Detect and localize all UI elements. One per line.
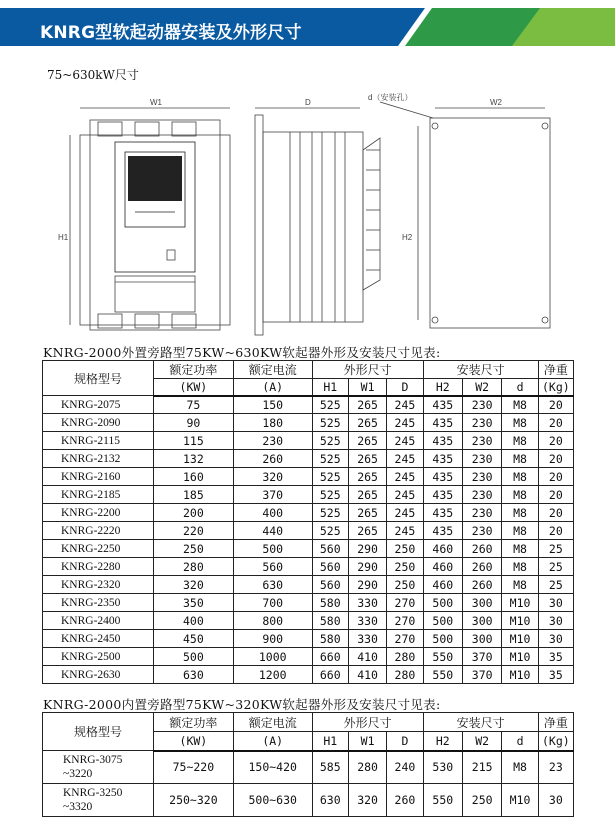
cell-dd: M8	[502, 751, 538, 784]
cell-w1: 290	[348, 540, 386, 558]
dimension-subtitle: 75~630kW尺寸	[47, 68, 139, 82]
cell-current: 800	[233, 612, 312, 630]
cell-w2: 370	[462, 648, 501, 666]
cell-h1: 525	[312, 414, 348, 432]
table-row	[43, 450, 574, 468]
cell-w2: 300	[462, 612, 501, 630]
cell-h2: 550	[423, 666, 462, 684]
cell-h2: 435	[423, 432, 462, 450]
cell-w1: 330	[348, 612, 386, 630]
cell-h2: 530	[423, 751, 462, 784]
cell-weight: 25	[538, 558, 573, 576]
cell-w2: 300	[462, 594, 501, 612]
cell-model: KNRG-2160	[43, 468, 154, 486]
cell-current: 1000	[233, 648, 312, 666]
cell-model: KNRG-2630	[43, 666, 154, 684]
cell-power: 75	[153, 396, 233, 414]
cell-h2: 435	[423, 504, 462, 522]
table-row	[43, 432, 574, 450]
col-power-unit: (KW)	[153, 732, 233, 751]
cell-power: 185	[153, 486, 233, 504]
cell-model: KNRG-2220	[43, 522, 154, 540]
col-weight: 净重	[538, 361, 573, 379]
col-weight-unit: (Kg)	[538, 732, 573, 751]
cell-current: 400	[233, 504, 312, 522]
cell-weight: 30	[538, 612, 573, 630]
cell-dd: M10	[502, 648, 538, 666]
cell-w2: 260	[462, 558, 501, 576]
cell-model-line1: KNRG-3250	[63, 787, 123, 799]
cell-model: KNRG-2320	[43, 576, 154, 594]
cell-power: 280	[153, 558, 233, 576]
col-w2: W2	[462, 379, 501, 396]
cell-w1: 265	[348, 486, 386, 504]
col-model: 规格型号	[43, 713, 154, 751]
cell-weight: 30	[538, 630, 573, 648]
col-dd: d	[502, 379, 538, 396]
cell-w1: 265	[348, 414, 386, 432]
cell-weight: 35	[538, 666, 573, 684]
cell-power: 160	[153, 468, 233, 486]
cell-w1: 280	[348, 751, 386, 784]
cell-weight: 20	[538, 504, 573, 522]
table-row	[43, 504, 574, 522]
cell-power: 200	[153, 504, 233, 522]
cell-current: 180	[233, 414, 312, 432]
table-internal-bypass	[42, 712, 574, 817]
cell-w2: 230	[462, 504, 501, 522]
cell-h2: 550	[423, 648, 462, 666]
cell-w1: 330	[348, 630, 386, 648]
cell-dd: M10	[502, 630, 538, 648]
cell-w2: 300	[462, 630, 501, 648]
cell-power: 400	[153, 612, 233, 630]
cell-dd: M10	[502, 784, 538, 817]
cell-h2: 435	[423, 522, 462, 540]
col-weight-unit: (Kg)	[538, 379, 573, 396]
cell-model: KNRG-2115	[43, 432, 154, 450]
cell-h1: 560	[312, 540, 348, 558]
cell-weight: 30	[538, 594, 573, 612]
cell-h1: 580	[312, 594, 348, 612]
cell-weight: 20	[538, 432, 573, 450]
cell-current: 230	[233, 432, 312, 450]
cell-d: 245	[387, 504, 423, 522]
cell-model: KNRG-2280	[43, 558, 154, 576]
cell-model: KNRG-2250	[43, 540, 154, 558]
cell-current: 370	[233, 486, 312, 504]
table-row	[43, 594, 574, 612]
cell-h1: 525	[312, 486, 348, 504]
cell-w2: 230	[462, 414, 501, 432]
cell-d: 270	[387, 630, 423, 648]
cell-model-line2: ~3320	[63, 801, 93, 813]
cell-current: 500	[233, 540, 312, 558]
cell-power: 132	[153, 450, 233, 468]
table-row	[43, 666, 574, 684]
cell-model-line1: KNRG-3075	[63, 754, 123, 766]
cell-weight: 20	[538, 486, 573, 504]
cell-h1: 580	[312, 630, 348, 648]
front-view	[58, 98, 230, 330]
table-row	[43, 612, 574, 630]
cell-h1: 585	[312, 751, 348, 784]
table-row	[43, 522, 574, 540]
cell-h2: 435	[423, 396, 462, 414]
cell-model: KNRG-2400	[43, 612, 154, 630]
cell-weight: 20	[538, 414, 573, 432]
cell-h2: 435	[423, 468, 462, 486]
col-power: 额定功率	[153, 361, 233, 379]
cell-h2: 435	[423, 414, 462, 432]
cell-w2: 230	[462, 522, 501, 540]
table-row	[43, 396, 574, 414]
table2-title: KNRG-2000内置旁路型75KW~320KW软起器外形及安装尺寸见表:	[43, 697, 441, 712]
cell-w1: 265	[348, 396, 386, 414]
cell-power: 320	[153, 576, 233, 594]
cell-dd: M8	[502, 558, 538, 576]
cell-h2: 550	[423, 784, 462, 817]
cell-d: 245	[387, 468, 423, 486]
table-row	[43, 558, 574, 576]
cell-power: 75~220	[153, 751, 233, 784]
cell-d: 270	[387, 612, 423, 630]
cell-h2: 435	[423, 486, 462, 504]
table1-title: KNRG-2000外置旁路型75KW~630KW软起器外形及安装尺寸见表:	[43, 345, 441, 360]
cell-power: 220	[153, 522, 233, 540]
cell-weight: 20	[538, 522, 573, 540]
cell-dd: M8	[502, 486, 538, 504]
cell-w2: 230	[462, 486, 501, 504]
dimension-drawing	[50, 90, 570, 340]
cell-h1: 560	[312, 558, 348, 576]
w1-label: W1	[150, 98, 162, 107]
cell-d: 245	[387, 486, 423, 504]
cell-d: 260	[387, 784, 423, 817]
table-row	[43, 648, 574, 666]
table-row	[43, 576, 574, 594]
d-install-label: d（安装孔）	[368, 93, 413, 102]
cell-w1: 320	[348, 784, 386, 817]
cell-current: 560	[233, 558, 312, 576]
col-w1: W1	[348, 732, 386, 751]
col-h1: H1	[312, 379, 348, 396]
col-w1: W1	[348, 379, 386, 396]
table-row	[43, 751, 574, 784]
cell-power: 115	[153, 432, 233, 450]
cell-h2: 460	[423, 558, 462, 576]
cell-w2: 250	[462, 784, 501, 817]
col-outline: 外形尺寸	[312, 713, 423, 732]
cell-dd: M8	[502, 396, 538, 414]
col-dd: d	[502, 732, 538, 751]
d-label: D	[305, 98, 311, 107]
cell-w1: 265	[348, 468, 386, 486]
cell-power: 630	[153, 666, 233, 684]
cell-h1: 525	[312, 396, 348, 414]
cell-weight: 20	[538, 396, 573, 414]
cell-d: 245	[387, 522, 423, 540]
col-h2: H2	[423, 379, 462, 396]
cell-power: 250	[153, 540, 233, 558]
cell-current: 320	[233, 468, 312, 486]
cell-d: 245	[387, 396, 423, 414]
cell-d: 280	[387, 648, 423, 666]
cell-dd: M10	[502, 612, 538, 630]
col-h1: H1	[312, 732, 348, 751]
cell-model: KNRG-2185	[43, 486, 154, 504]
cell-weight: 25	[538, 540, 573, 558]
cell-h1: 560	[312, 576, 348, 594]
cell-w1: 265	[348, 432, 386, 450]
cell-weight: 20	[538, 468, 573, 486]
cell-h2: 460	[423, 540, 462, 558]
cell-power: 450	[153, 630, 233, 648]
cell-w2: 260	[462, 540, 501, 558]
cell-h1: 660	[312, 648, 348, 666]
cell-weight: 30	[538, 784, 573, 817]
cell-d: 270	[387, 594, 423, 612]
cell-dd: M8	[502, 540, 538, 558]
cell-current: 1200	[233, 666, 312, 684]
cell-model: KNRG-2132	[43, 450, 154, 468]
cell-d: 250	[387, 558, 423, 576]
cell-current: 440	[233, 522, 312, 540]
cell-h1: 660	[312, 666, 348, 684]
cell-w1: 410	[348, 666, 386, 684]
h1-label: H1	[58, 233, 69, 242]
cell-w2: 215	[462, 751, 501, 784]
cell-w1: 265	[348, 504, 386, 522]
col-current: 额定电流	[233, 713, 312, 732]
cell-h1: 580	[312, 612, 348, 630]
cell-dd: M8	[502, 504, 538, 522]
cell-dd: M8	[502, 522, 538, 540]
cell-dd: M10	[502, 666, 538, 684]
table-row	[43, 540, 574, 558]
cell-w2: 230	[462, 396, 501, 414]
col-weight: 净重	[538, 713, 573, 732]
cell-w1: 265	[348, 450, 386, 468]
cell-d: 250	[387, 576, 423, 594]
col-power: 额定功率	[153, 713, 233, 732]
cell-d: 245	[387, 414, 423, 432]
table-external-bypass	[42, 360, 574, 684]
cell-dd: M8	[502, 450, 538, 468]
cell-weight: 35	[538, 648, 573, 666]
cell-model	[43, 751, 154, 784]
cell-w1: 290	[348, 558, 386, 576]
cell-model: KNRG-2200	[43, 504, 154, 522]
col-current-unit: (A)	[233, 379, 312, 396]
cell-power: 500	[153, 648, 233, 666]
cell-model: KNRG-2075	[43, 396, 154, 414]
cell-d: 240	[387, 751, 423, 784]
cell-d: 280	[387, 666, 423, 684]
cell-current: 260	[233, 450, 312, 468]
cell-current: 630	[233, 576, 312, 594]
col-current: 额定电流	[233, 361, 312, 379]
cell-h2: 500	[423, 594, 462, 612]
side-view	[255, 98, 380, 335]
cell-current: 150~420	[233, 751, 312, 784]
col-h2: H2	[423, 732, 462, 751]
w2-label: W2	[490, 98, 502, 107]
col-outline: 外形尺寸	[312, 361, 423, 379]
cell-model: KNRG-2500	[43, 648, 154, 666]
col-current-unit: (A)	[233, 732, 312, 751]
cell-model: KNRG-2450	[43, 630, 154, 648]
cell-current: 500~630	[233, 784, 312, 817]
cell-power: 250~320	[153, 784, 233, 817]
col-d: D	[387, 732, 423, 751]
cell-current: 700	[233, 594, 312, 612]
col-d: D	[387, 379, 423, 396]
cell-d: 250	[387, 540, 423, 558]
cell-h2: 500	[423, 612, 462, 630]
table-row	[43, 486, 574, 504]
cell-w2: 370	[462, 666, 501, 684]
cell-h1: 630	[312, 784, 348, 817]
col-model: 规格型号	[43, 361, 154, 396]
cell-h2: 435	[423, 450, 462, 468]
cell-model-line2: ~3220	[63, 768, 93, 780]
col-install: 安装尺寸	[423, 713, 538, 732]
cell-power: 350	[153, 594, 233, 612]
cell-h1: 525	[312, 450, 348, 468]
cell-w1: 290	[348, 576, 386, 594]
cell-model	[43, 784, 154, 817]
cell-model: KNRG-2090	[43, 414, 154, 432]
cell-weight: 25	[538, 576, 573, 594]
cell-model: KNRG-2350	[43, 594, 154, 612]
cell-h1: 525	[312, 522, 348, 540]
cell-power: 90	[153, 414, 233, 432]
col-power-unit: (KW)	[153, 379, 233, 396]
cell-dd: M8	[502, 576, 538, 594]
cell-dd: M8	[502, 414, 538, 432]
cell-w2: 260	[462, 576, 501, 594]
cell-dd: M8	[502, 468, 538, 486]
cell-h2: 500	[423, 630, 462, 648]
col-install: 安装尺寸	[423, 361, 538, 379]
cell-d: 245	[387, 450, 423, 468]
header-banner	[0, 0, 615, 50]
cell-h1: 525	[312, 468, 348, 486]
table-row	[43, 414, 574, 432]
cell-w1: 410	[348, 648, 386, 666]
cell-current: 150	[233, 396, 312, 414]
cell-current: 900	[233, 630, 312, 648]
cell-w1: 330	[348, 594, 386, 612]
cell-weight: 20	[538, 450, 573, 468]
mounting-view	[368, 92, 550, 328]
cell-h1: 525	[312, 504, 348, 522]
page-title: KNRG型软起动器安装及外形尺寸	[40, 23, 302, 43]
cell-w2: 230	[462, 468, 501, 486]
table-row	[43, 468, 574, 486]
cell-dd: M10	[502, 594, 538, 612]
cell-h2: 460	[423, 576, 462, 594]
h2-label: H2	[402, 233, 413, 242]
cell-w2: 230	[462, 432, 501, 450]
cell-w1: 265	[348, 522, 386, 540]
table-row	[43, 630, 574, 648]
cell-w2: 230	[462, 450, 501, 468]
table-row	[43, 784, 574, 817]
cell-weight: 23	[538, 751, 573, 784]
cell-d: 245	[387, 432, 423, 450]
cell-h1: 525	[312, 432, 348, 450]
cell-dd: M8	[502, 432, 538, 450]
col-w2: W2	[462, 732, 501, 751]
